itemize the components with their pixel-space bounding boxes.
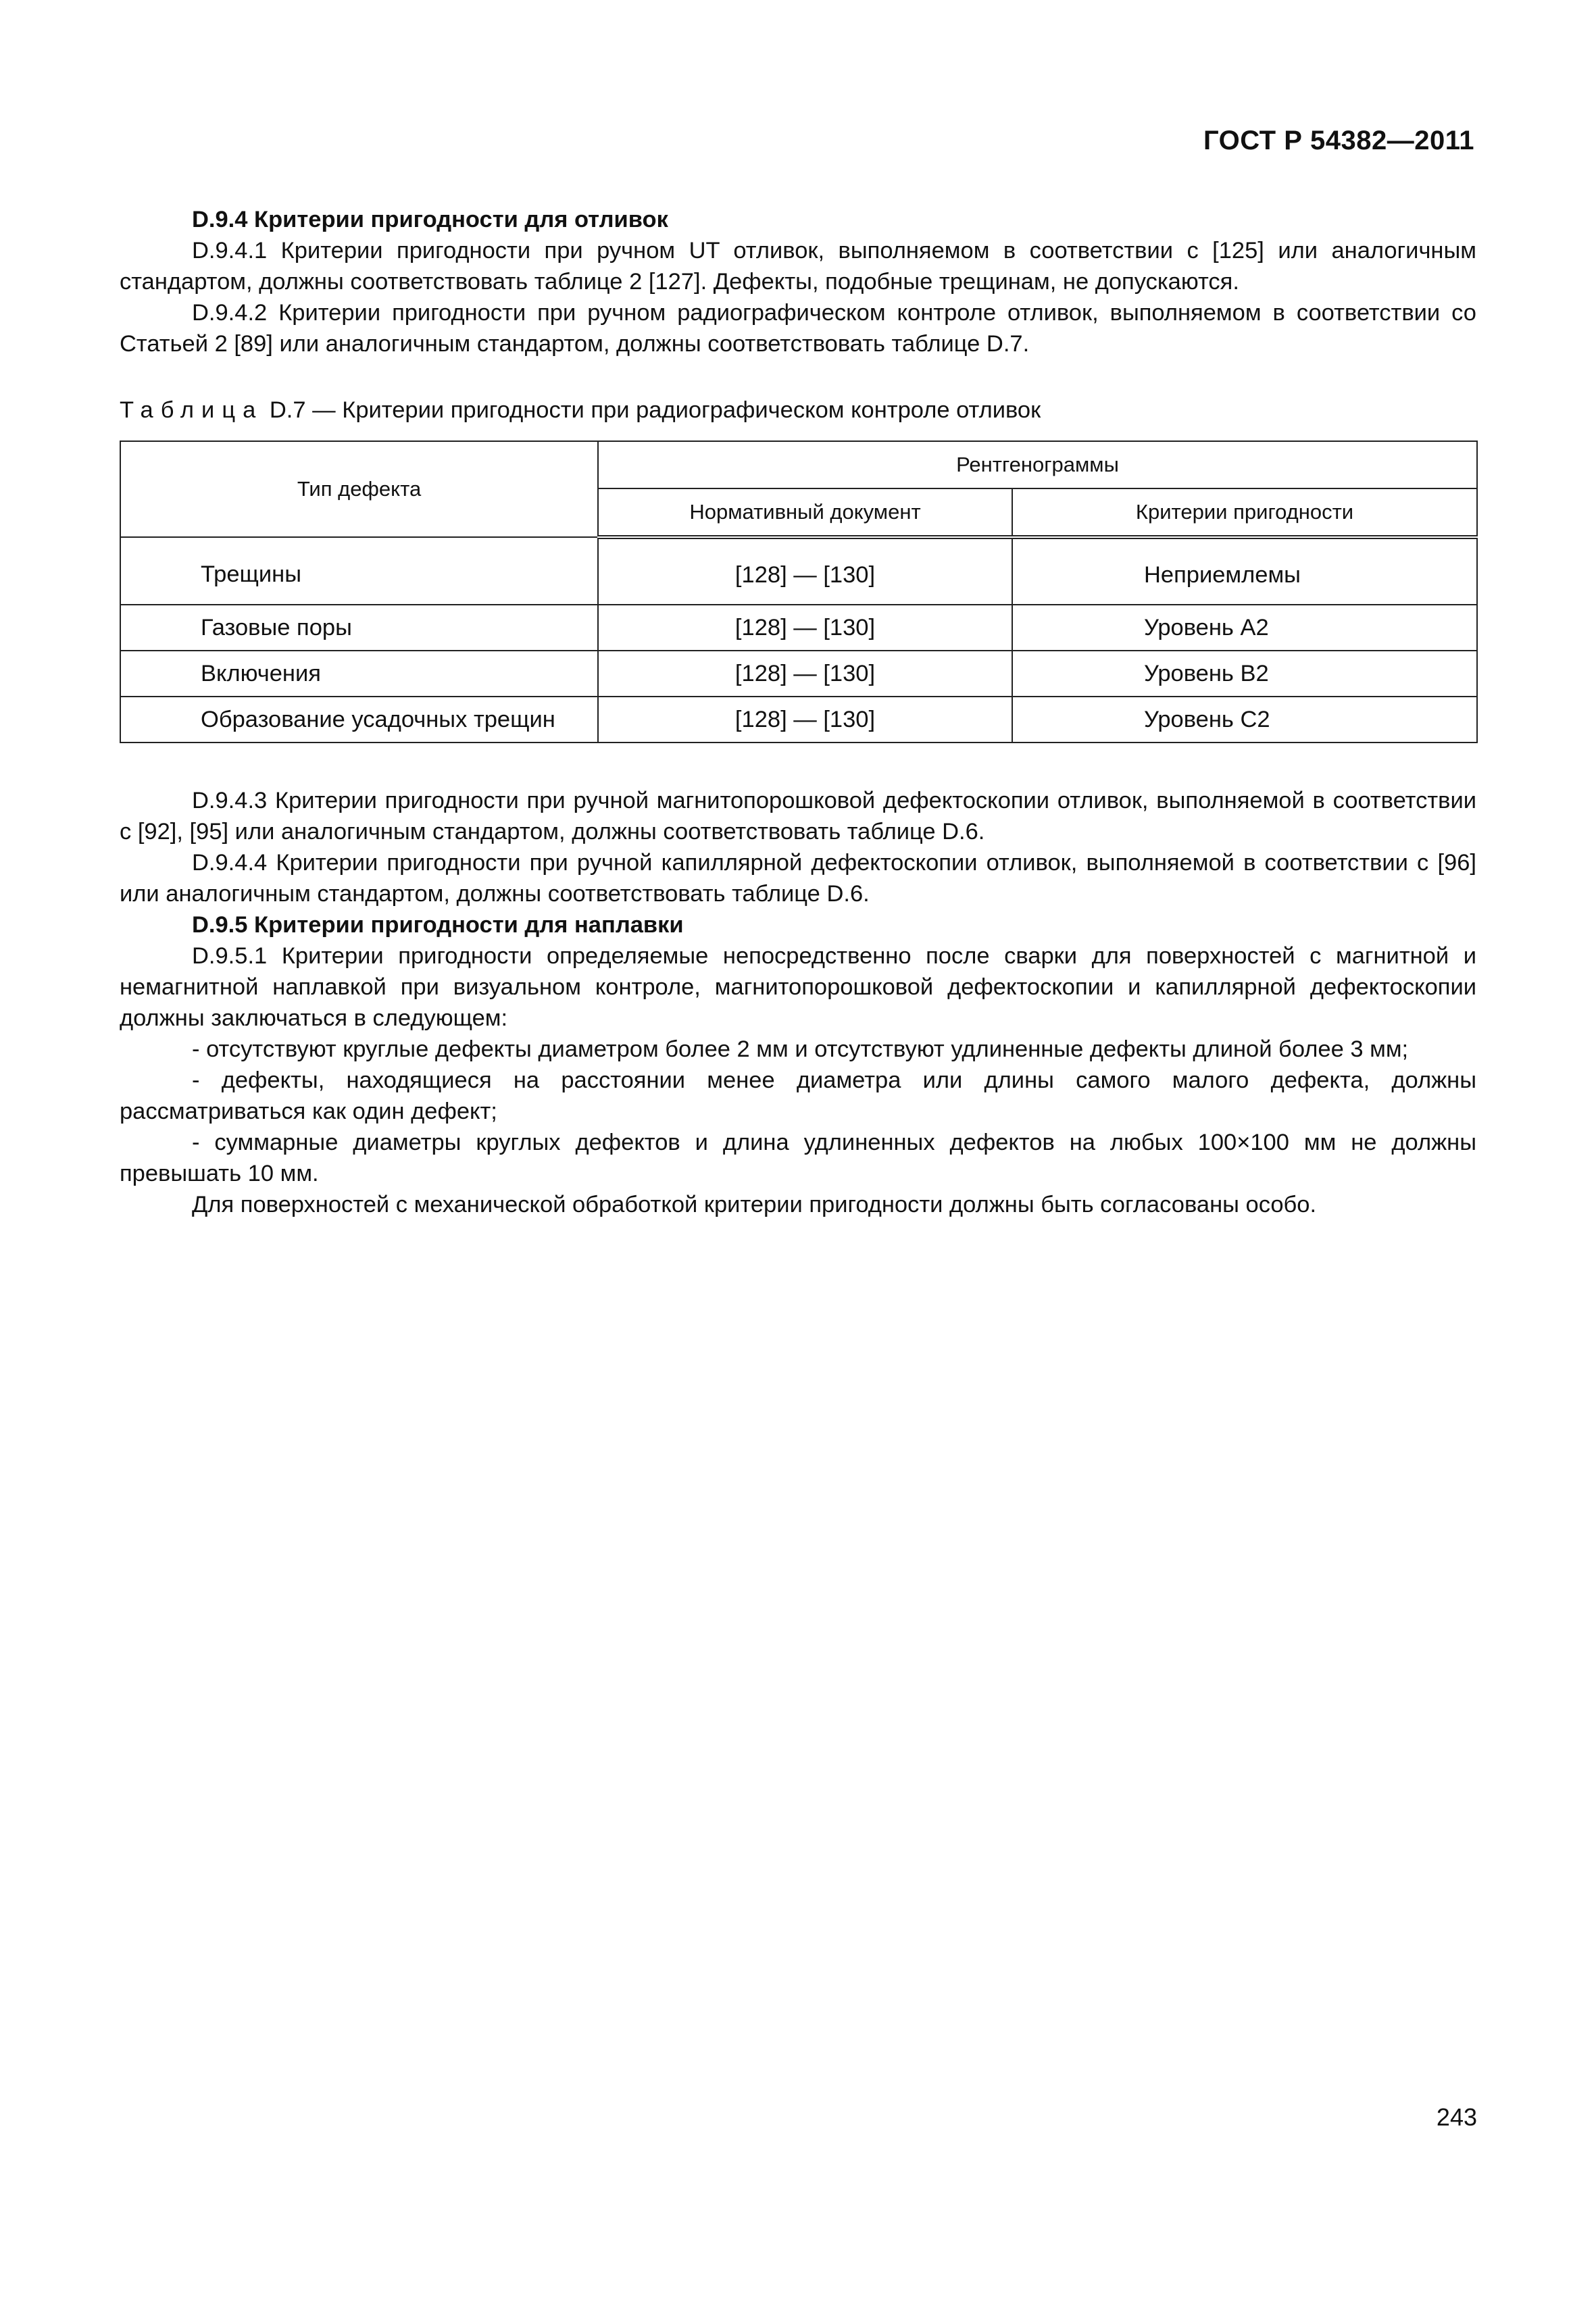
column-header-radiographs: Рентгенограммы xyxy=(598,441,1477,488)
cell-normative-document: [128] — [130] xyxy=(598,537,1012,605)
cell-normative-document: [128] — [130] xyxy=(598,697,1012,743)
page-number: 243 xyxy=(1436,2103,1477,2131)
section-heading-d95: D.9.5 Критерии пригодности для наплавки xyxy=(192,912,684,938)
paragraph-d951: D.9.5.1 Критерии пригодности определяемые непосредственно после сварки для поверхностей с магнитной и немагнитной наплавкой при визуальном контроле, магнитопорошковой дефектоскопии и капиллярной дефектоскопии должны заключаться в следующем: xyxy=(120,943,1476,1031)
cell-acceptance-criteria: Уровень C2 xyxy=(1012,697,1477,743)
table-row xyxy=(120,697,1477,743)
cell-defect-type: Образование усадочных трещин xyxy=(120,697,598,743)
list-item: - отсутствуют круглые дефекты диаметром более 2 мм и отсутствуют удлиненные дефекты длиной более 3 мм; xyxy=(192,1036,1409,1062)
column-header-defect-type: Тип дефекта xyxy=(120,441,598,537)
paragraph-machined-surfaces: Для поверхностей с механической обработкой критерии пригодности должны быть согласованы особо. xyxy=(192,1192,1317,1217)
list-item: - суммарные диаметры круглых дефектов и длина удлиненных дефектов на любых 100×100 мм не должны превышать 10 мм. xyxy=(120,1130,1476,1186)
paragraph-d943: D.9.4.3 Критерии пригодности при ручной магнитопорошковой дефектоскопии отливок, выполняемой в соответствии с [92], [95] или аналогичным стандартом, должны соответствовать таблице D.6. xyxy=(120,788,1476,845)
cell-defect-type: Трещины xyxy=(120,537,598,605)
cell-defect-type: Включения xyxy=(120,651,598,697)
acceptance-criteria-table xyxy=(120,441,1478,743)
table-row xyxy=(120,605,1477,651)
section-heading-d94: D.9.4 Критерии пригодности для отливок xyxy=(192,207,668,232)
column-header-normative-document: Нормативный документ xyxy=(598,488,1012,537)
table-row xyxy=(120,651,1477,697)
cell-acceptance-criteria: Уровень B2 xyxy=(1012,651,1477,697)
column-header-acceptance-criteria: Критерии пригодности xyxy=(1012,488,1477,537)
cell-normative-document: [128] — [130] xyxy=(598,605,1012,651)
cell-normative-document: [128] — [130] xyxy=(598,651,1012,697)
paragraph-d944: D.9.4.4 Критерии пригодности при ручной капиллярной дефектоскопии отливок, выполняемой в соответствии с [96] или аналогичным стандартом, должны соответствовать таблице D.6. xyxy=(120,850,1476,907)
table-row xyxy=(120,537,1477,605)
cell-defect-type: Газовые поры xyxy=(120,605,598,651)
list-item: - дефекты, находящиеся на расстоянии менее диаметра или длины самого малого дефекта, должны рассматриваться как один дефект; xyxy=(120,1067,1476,1124)
table-caption-word: Таблица xyxy=(120,397,264,423)
standard-designation: ГОСТ Р 54382—2011 xyxy=(1203,126,1474,155)
table-caption xyxy=(120,395,1476,426)
cell-acceptance-criteria: Уровень A2 xyxy=(1012,605,1477,651)
paragraph-d942: D.9.4.2 Критерии пригодности при ручном радиографическом контроле отливок, выполняемом в соответствии со Статьей 2 [89] или аналогичным стандартом, должны соответствовать таблице D.7. xyxy=(120,300,1476,357)
cell-acceptance-criteria: Неприемлемы xyxy=(1012,537,1477,605)
table-caption-text: D.7 — Критерии пригодности при радиографическом контроле отливок xyxy=(269,397,1041,423)
document-body xyxy=(120,204,1476,1220)
paragraph-d941: D.9.4.1 Критерии пригодности при ручном UT отливок, выполняемом в соответствии с [125] или аналогичным стандартом, должны соответствовать таблице 2 [127]. Дефекты, подобные трещинам, не допускаются. xyxy=(120,238,1476,295)
